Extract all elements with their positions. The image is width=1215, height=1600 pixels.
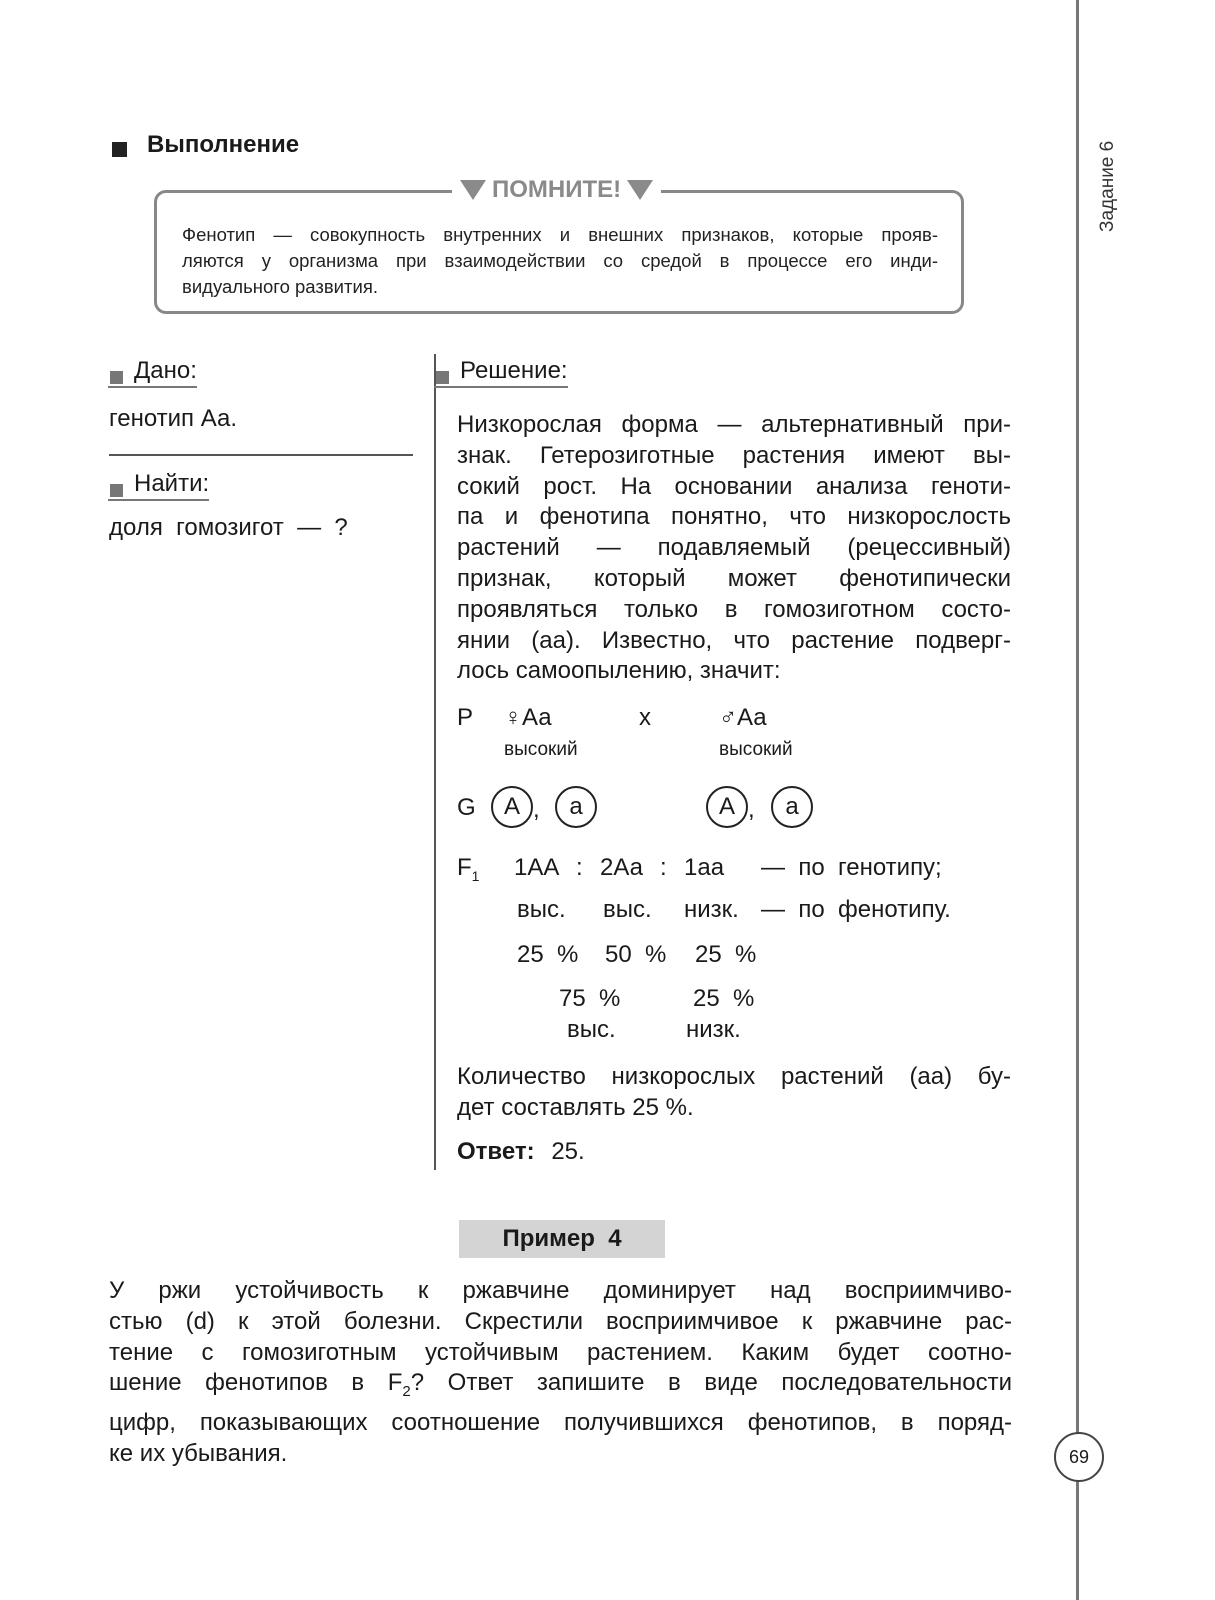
task-line: стью (d) к этой болезни. Скрестили восприимчивое к ржавчине рас- [109,1307,1012,1335]
gamete-circle: A [706,786,748,828]
percent: 50 % [605,941,667,968]
margin-rule [1076,0,1079,1600]
task-line [109,1368,1012,1408]
p-label: P [457,704,474,731]
solution-label: Решение: [460,357,568,384]
find-label: Найти: [134,470,210,497]
column-divider [434,354,436,1170]
solution-line: сокий рост. На основании анализа геноти- [457,472,1011,500]
task-line-part: ? Ответ запишите в виде последовательности [410,1369,1012,1397]
task-side-label: Задание 6 [1097,140,1118,232]
solution-line: знак. Гетерозиготные растения имеют вы- [457,441,1011,469]
solution-line: признак, который может фенотипически [457,564,1011,592]
given-label: Дано: [134,357,197,384]
phenotype: выс. [517,896,566,923]
total-percent: 75 % [559,985,621,1012]
ratio-colon: : [660,854,667,881]
conclusion-line: дет составлять 25 %. [457,1093,694,1121]
find-value: доля гомозигот — ? [109,514,348,541]
remember-title: ПОМНИТЕ! [492,176,622,203]
female-parent: ♀Аа [504,704,552,731]
male-parent: ♂Аа [719,704,767,731]
example-title [459,1220,665,1258]
genotype-aa-recessive: 1аа [684,854,725,881]
conclusion [457,1062,1011,1124]
male-phenotype: высокий [719,739,793,760]
solution-paragraph [457,410,1011,687]
square-bullet-icon [110,371,123,384]
remember-line: видуального развития. [182,276,378,297]
square-bullet-icon [110,484,123,497]
solution-label-box [434,357,568,388]
solution-line: лось самоопылению, значит: [457,657,781,685]
page-number: 69 [1054,1432,1104,1482]
square-bullet-icon [436,371,449,384]
genotype-note: — по генотипу; [761,854,942,881]
task-line: цифр, показывающих соотношение получившихся фенотипов, в поряд- [109,1408,1012,1436]
solution-line: проявляться только в гомозиготном состо- [457,595,1011,623]
solution-line: янии (аа). Известно, что растение подверг- [457,626,1011,654]
given-value: генотип Аа. [109,405,238,432]
comma: , [748,796,755,823]
f-label-sub: 1 [471,867,480,884]
solution-line: растений — подавляемый (рецессивный) [457,534,1011,562]
percent: 25 % [517,941,579,968]
comma: , [533,796,540,823]
remember-line: ляются у организма при взаимодействии со средой в процессе его инди- [182,250,938,271]
example-title-text: Пример 4 [502,1225,622,1252]
task-line-sub: 2 [402,1383,411,1401]
f-label [457,854,479,884]
gamete-circle: A [491,786,533,828]
total-label: низк. [686,1016,741,1043]
answer-label: Ответ: [457,1138,535,1165]
total-percent: 25 % [693,985,755,1012]
section-title: Выполнение [147,131,300,158]
phenotype-note: — по фенотипу. [761,896,951,923]
total-label: выс. [567,1016,616,1043]
task-line: тение с гомозиготным устойчивым растением. Каким будет соотно- [109,1338,1012,1366]
ratio-colon: : [576,854,583,881]
female-phenotype: высокий [504,739,578,760]
example-task [109,1276,1012,1470]
task-line: У ржи устойчивость к ржавчине доминирует над восприимчиво- [109,1277,1012,1304]
section-bullet [112,142,127,157]
remember-line: Фенотип — совокупность внутренних и внешних признаков, которые прояв- [182,224,938,245]
find-label-box [108,470,209,501]
triangle-down-icon [460,180,486,200]
given-label-box [108,357,197,388]
phenotype: выс. [603,896,652,923]
answer-value: 25. [551,1138,585,1165]
remember-text [182,222,938,300]
g-label: G [457,794,476,821]
genotype-hetero: 2Аа [600,854,643,881]
gamete-circle: a [771,786,813,828]
task-line: ке их убывания. [109,1439,288,1467]
gamete-circle: a [555,786,597,828]
divider [109,454,413,456]
genotype-aa-dominant: 1АА [514,854,560,881]
triangle-down-icon [627,180,653,200]
phenotype: низк. [684,896,739,923]
percent: 25 % [695,941,757,968]
f-label-letter: F [457,854,472,881]
solution-line: Низкорослая форма — альтернативный при- [457,411,1011,438]
task-line-part: шение фенотипов в F [109,1369,403,1397]
remember-header [452,176,661,204]
cross-sign: х [639,704,651,731]
solution-line: па и фенотипа понятно, что низкорослость [457,503,1011,531]
conclusion-line: Количество низкорослых растений (аа) бу- [457,1063,1011,1090]
answer [457,1138,585,1166]
